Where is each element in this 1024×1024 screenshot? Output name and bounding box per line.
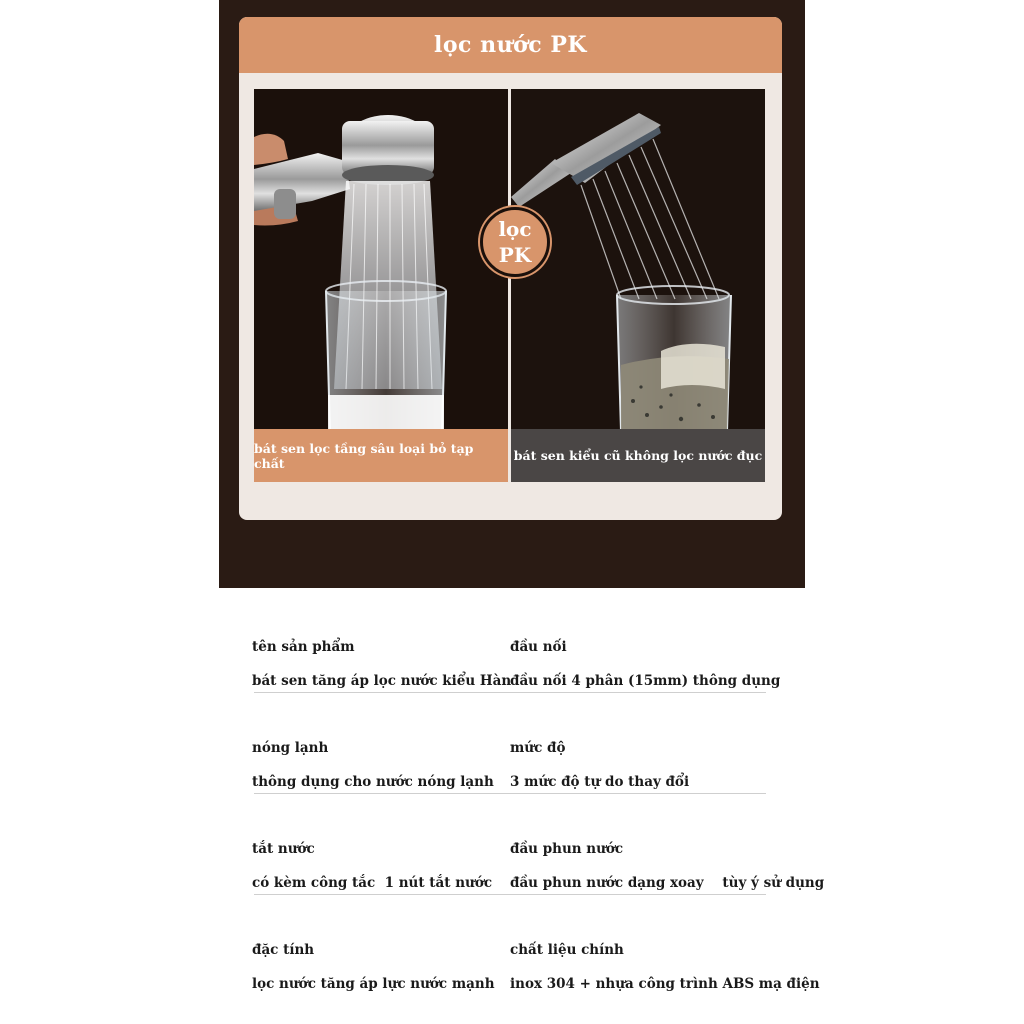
spec-divider [254,894,766,895]
spec-label: mức độ [510,740,566,756]
spec-divider [254,793,766,794]
spec-row [252,832,825,933]
unfiltered-caption: bát sen kiểu cũ không lọc nước đục [511,429,765,482]
spec-label: nóng lạnh [252,740,329,756]
spec-cell [510,933,820,1001]
badge-line-2: PK [498,243,532,267]
spec-label: đặc tính [252,942,315,958]
spec-label: chất liệu chính [510,942,624,958]
filtered-shower-illustration [254,89,508,482]
spec-value: đầu phun nước dạng xoay tùy ý sử dụng [510,875,825,891]
badge-line-1: lọc [498,217,532,241]
spec-cell [252,832,510,900]
unfiltered-shower-photo [511,89,765,482]
banner-title: lọc nước PK [434,32,587,58]
spec-row [252,731,812,832]
spec-value: lọc nước tăng áp lực nước mạnh [252,976,495,992]
spec-cell [252,630,510,698]
spec-label: đầu nối [510,639,567,655]
spec-value: đầu nối 4 phân (15mm) thông dụng [510,673,781,689]
pk-filter-badge [480,207,550,277]
spec-divider [254,692,766,693]
spec-value: bát sen tăng áp lọc nước kiểu Hàn [252,673,512,689]
comparison-card [239,17,782,520]
spec-cell [252,933,510,1001]
spec-label: tên sản phẩm [252,639,355,655]
filtered-caption: bát sen lọc tầng sâu loại bỏ tạp chất [254,429,508,482]
spec-list [252,630,825,1024]
spec-row [252,933,820,1024]
spec-cell [510,832,825,900]
spec-cell [510,731,810,799]
spec-label: đầu phun nước [510,841,624,857]
card-header [239,17,782,73]
spec-cell [252,731,510,799]
spec-row [252,630,812,731]
spec-cell [510,630,810,698]
unfiltered-shower-illustration [511,89,765,482]
spec-value: inox 304 + nhựa công trình ABS mạ điện [510,976,820,992]
spec-value: thông dụng cho nước nóng lạnh [252,774,494,790]
spec-value: 3 mức độ tự do thay đổi [510,774,690,790]
spec-label: tắt nước [252,841,315,857]
filtered-shower-photo [254,89,508,482]
spec-value: có kèm công tắc 1 nút tắt nước [252,875,493,891]
product-banner [219,0,805,588]
